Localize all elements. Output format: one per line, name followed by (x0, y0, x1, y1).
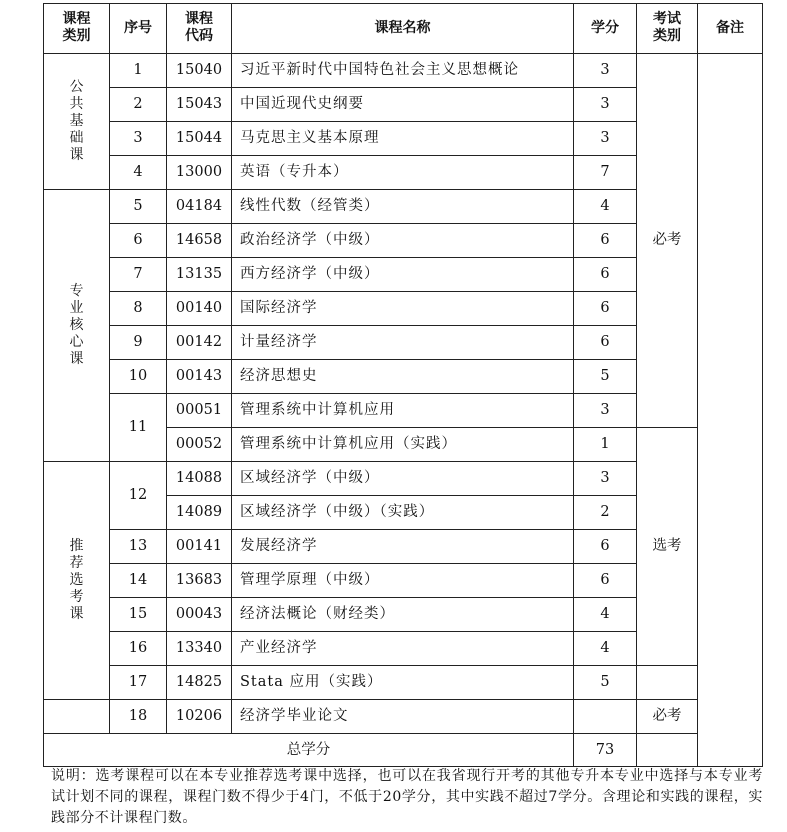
code-cell: 00052 (167, 428, 232, 462)
code-cell: 00143 (167, 360, 232, 394)
code-cell: 13000 (167, 156, 232, 190)
footnote-text: 说明：选考课程可以在本专业推荐选考课中选择，也可以在我省现行开考的其他专升本专业中选择与本专业考试计划不同的课程，课程门数不得少于4门，不低于20学分，其中实践不超过7学分。含理论和实践的课程，实践部分不计课程门数。 (51, 768, 763, 826)
exam-type-elective: 选考 (637, 428, 698, 666)
code-cell: 13340 (167, 632, 232, 666)
credits-cell: 6 (574, 224, 637, 258)
code-cell: 00142 (167, 326, 232, 360)
category-public: 公共基础课 (44, 54, 110, 190)
category-core: 专业核心课 (44, 190, 110, 462)
code-cell: 00043 (167, 598, 232, 632)
credits-cell: 3 (574, 122, 637, 156)
code-cell: 15044 (167, 122, 232, 156)
name-cell: 政治经济学（中级） (232, 224, 574, 258)
name-cell: 区域经济学（中级）（实践） (232, 496, 574, 530)
name-cell: 计量经济学 (232, 326, 574, 360)
seq-cell: 9 (110, 326, 167, 360)
name-cell: 英语（专升本） (232, 156, 574, 190)
seq-cell: 1 (110, 54, 167, 88)
seq-cell: 8 (110, 292, 167, 326)
seq-cell: 18 (110, 700, 167, 734)
seq-cell: 10 (110, 360, 167, 394)
credits-cell: 3 (574, 88, 637, 122)
seq-cell: 17 (110, 666, 167, 700)
name-cell: 管理系统中计算机应用（实践） (232, 428, 574, 462)
seq-cell: 7 (110, 258, 167, 292)
total-row (44, 734, 763, 767)
credits-cell (574, 700, 637, 734)
name-cell: 管理学原理（中级） (232, 564, 574, 598)
credits-cell: 2 (574, 496, 637, 530)
header-credits: 学分 (574, 4, 637, 54)
name-cell: Stata 应用（实践） (232, 666, 574, 700)
name-cell: 发展经济学 (232, 530, 574, 564)
code-cell: 04184 (167, 190, 232, 224)
name-cell: 区域经济学（中级） (232, 462, 574, 496)
name-cell: 经济思想史 (232, 360, 574, 394)
footnote (51, 766, 763, 829)
category-empty (44, 700, 110, 734)
credits-cell: 6 (574, 564, 637, 598)
credits-cell: 3 (574, 462, 637, 496)
code-cell: 10206 (167, 700, 232, 734)
credits-cell: 3 (574, 54, 637, 88)
code-cell: 15043 (167, 88, 232, 122)
name-cell: 产业经济学 (232, 632, 574, 666)
seq-cell: 15 (110, 598, 167, 632)
remark-cell (698, 54, 763, 767)
total-label: 总学分 (44, 734, 574, 767)
credits-cell: 6 (574, 292, 637, 326)
credits-cell: 4 (574, 598, 637, 632)
total-exam-empty (637, 734, 698, 767)
seq-cell: 2 (110, 88, 167, 122)
name-cell: 经济法概论（财经类） (232, 598, 574, 632)
name-cell: 马克思主义基本原理 (232, 122, 574, 156)
name-cell: 西方经济学（中级） (232, 258, 574, 292)
table-header-row (44, 4, 763, 54)
header-category: 课程类别 (44, 4, 110, 54)
name-cell: 线性代数（经管类） (232, 190, 574, 224)
name-cell: 习近平新时代中国特色社会主义思想概论 (232, 54, 574, 88)
header-seq: 序号 (110, 4, 167, 54)
code-cell: 15040 (167, 54, 232, 88)
credits-cell: 1 (574, 428, 637, 462)
code-cell: 00051 (167, 394, 232, 428)
name-cell: 经济学毕业论文 (232, 700, 574, 734)
code-cell: 14089 (167, 496, 232, 530)
credits-cell: 4 (574, 632, 637, 666)
seq-cell: 3 (110, 122, 167, 156)
seq-cell: 4 (110, 156, 167, 190)
credits-cell: 5 (574, 666, 637, 700)
code-cell: 13135 (167, 258, 232, 292)
seq-cell: 13 (110, 530, 167, 564)
table-row (44, 54, 763, 88)
credits-cell: 6 (574, 326, 637, 360)
header-code: 课程代码 (167, 4, 232, 54)
exam-type-required: 必考 (637, 54, 698, 428)
total-value: 73 (574, 734, 637, 767)
name-cell: 国际经济学 (232, 292, 574, 326)
code-cell: 00140 (167, 292, 232, 326)
credits-cell: 5 (574, 360, 637, 394)
code-cell: 14088 (167, 462, 232, 496)
category-elective: 推荐选考课 (44, 462, 110, 700)
code-cell: 14658 (167, 224, 232, 258)
credits-cell: 7 (574, 156, 637, 190)
seq-cell: 12 (110, 462, 167, 530)
credits-cell: 6 (574, 258, 637, 292)
table-row (44, 666, 763, 700)
exam-plan-table (43, 3, 763, 767)
seq-cell: 6 (110, 224, 167, 258)
seq-cell: 14 (110, 564, 167, 598)
exam-type-thesis: 必考 (637, 700, 698, 734)
header-name: 课程名称 (232, 4, 574, 54)
credits-cell: 3 (574, 394, 637, 428)
table-row (44, 700, 763, 734)
credits-cell: 6 (574, 530, 637, 564)
code-cell: 00141 (167, 530, 232, 564)
seq-cell: 5 (110, 190, 167, 224)
credits-cell: 4 (574, 190, 637, 224)
name-cell: 管理系统中计算机应用 (232, 394, 574, 428)
seq-cell: 16 (110, 632, 167, 666)
seq-cell: 11 (110, 394, 167, 462)
name-cell: 中国近现代史纲要 (232, 88, 574, 122)
code-cell: 13683 (167, 564, 232, 598)
header-remark: 备注 (698, 4, 763, 54)
code-cell: 14825 (167, 666, 232, 700)
header-exam: 考试类别 (637, 4, 698, 54)
